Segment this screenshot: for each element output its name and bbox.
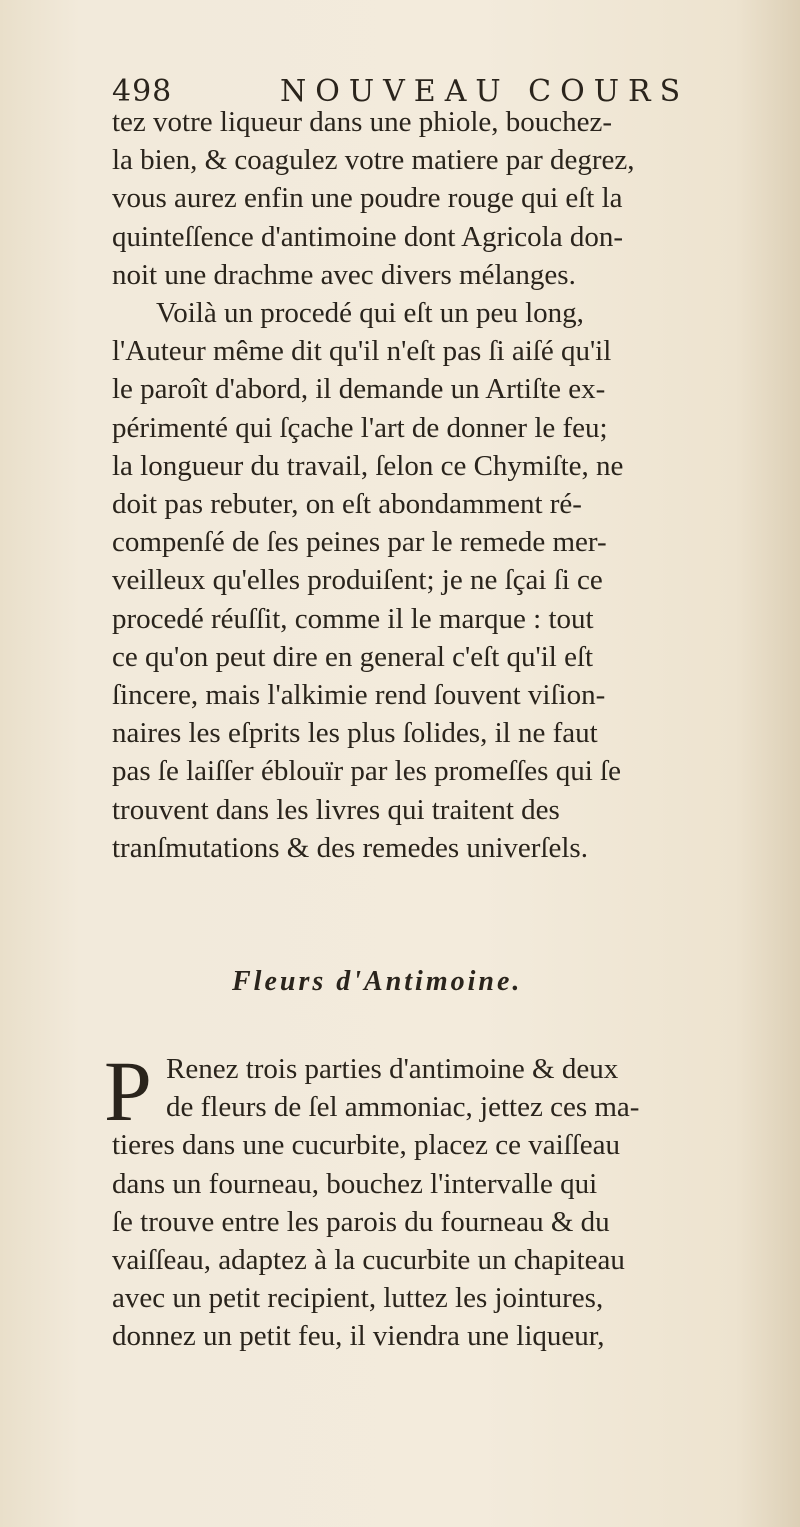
text-line: tranſmutations & des remedes univerſels. bbox=[112, 831, 588, 864]
paragraph-3 bbox=[104, 1043, 792, 1356]
text-line: doit pas rebuter, on eſt abondamment ré- bbox=[112, 488, 582, 521]
text-line: tieres dans une cucurbite, placez ce vaiſſeau bbox=[112, 1129, 621, 1162]
text-line: l'Auteur même dit qu'il n'eſt pas ſi aiſé qu'il bbox=[112, 335, 612, 368]
drop-cap: P bbox=[104, 1043, 152, 1139]
text-line: ce qu'on peut dire en general c'eſt qu'il eſt bbox=[112, 640, 594, 673]
text-line: la bien, & coagulez votre matiere par degrez, bbox=[112, 144, 635, 177]
text-line: vaiſſeau, adaptez à la cucurbite un chapiteau bbox=[112, 1244, 625, 1277]
text-line: ſe trouve entre les parois du fourneau & du bbox=[112, 1205, 610, 1238]
text-line: le paroît d'abord, il demande un Artiſte ex- bbox=[112, 373, 606, 406]
text-line: veilleux qu'elles produiſent; je ne ſçai ſi ce bbox=[112, 564, 603, 597]
text-line: donnez un petit feu, il viendra une liqueur, bbox=[112, 1320, 605, 1353]
text-line: périmenté qui ſçache l'art de donner le feu; bbox=[112, 411, 608, 444]
text-line: naires les eſprits les plus ſolides, il ne faut bbox=[112, 717, 598, 750]
text-line: avec un petit recipient, luttez les jointures, bbox=[112, 1282, 604, 1315]
text-line: pas ſe laiſſer éblouïr par les promeſſes qui ſe bbox=[112, 755, 621, 788]
text-line: de fleurs de ſel ammoniac, jettez ces ma- bbox=[166, 1091, 640, 1124]
text-line: quinteſſence d'antimoine dont Agricola don- bbox=[112, 220, 623, 253]
text-line: la longueur du travail, ſelon ce Chymiſte, ne bbox=[112, 449, 624, 482]
text-line: noit une drachme avec divers mélanges. bbox=[112, 258, 576, 291]
text-line: tez votre liqueur dans une phiole, bouchez- bbox=[112, 106, 613, 138]
text-line: trouvent dans les livres qui traitent des bbox=[112, 793, 560, 826]
paragraph-1 bbox=[112, 103, 792, 294]
section-heading: Fleurs d'Antimoine. bbox=[232, 966, 523, 997]
text-line: procedé réuſſit, comme il le marque : tout bbox=[112, 602, 594, 635]
text-line: compenſé de ſes peines par le remede mer- bbox=[112, 526, 607, 559]
text-line: vous aurez enfin une poudre rouge qui eſt la bbox=[112, 182, 623, 215]
text-line: dans un fourneau, bouchez l'intervalle qui bbox=[112, 1167, 598, 1200]
text-line: ſincere, mais l'alkimie rend ſouvent viſion- bbox=[112, 679, 606, 712]
text-line: Renez trois parties d'antimoine & deux bbox=[166, 1053, 619, 1085]
text-line: Voilà un procedé qui eſt un peu long, bbox=[156, 297, 584, 329]
paragraph-2 bbox=[112, 294, 792, 867]
running-title: NOUVEAU COURS bbox=[280, 74, 690, 109]
page-number: 498 bbox=[112, 74, 173, 109]
